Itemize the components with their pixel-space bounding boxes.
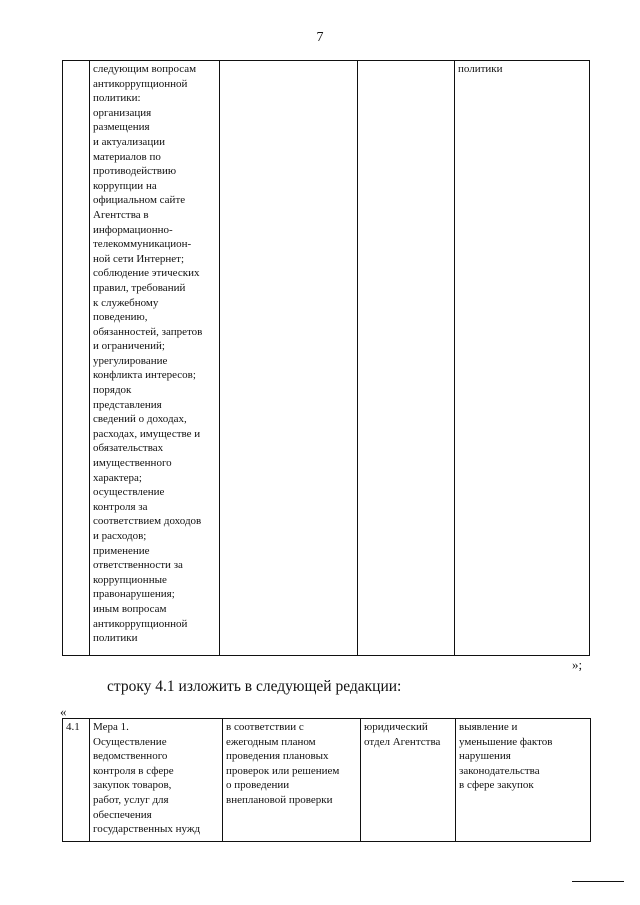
text-line: противодействию <box>93 165 177 178</box>
text-line: иным вопросам <box>93 602 167 615</box>
text-line: коррупции на <box>93 179 157 192</box>
text-line: закупок товаров, <box>93 779 172 792</box>
text-line: отдел Агентства <box>364 735 441 748</box>
text-line: следующим вопросам <box>93 63 197 75</box>
text-line: организация <box>93 106 152 119</box>
text-line: урегулирование <box>93 354 168 367</box>
text-line: расходах, имуществе и <box>93 427 201 440</box>
text-line: Агентства в <box>93 208 149 221</box>
text-line: представления <box>93 398 162 411</box>
text-line: поведению, <box>93 311 148 324</box>
measure-4-1-table <box>62 718 591 842</box>
text-line: осуществление <box>93 486 165 499</box>
text-line: проверок или решением <box>226 764 340 777</box>
text-line: государственных нужд <box>93 823 201 836</box>
text-line: имущественного <box>93 457 172 470</box>
text-line: коррупционные <box>93 573 167 586</box>
text-line: контроля в сфере <box>93 764 174 777</box>
instruction-text: строку 4.1 изложить в следующей редакции: <box>107 678 402 695</box>
text-line: правил, требований <box>93 281 186 294</box>
text-line: проведения плановых <box>226 750 329 763</box>
text-line: сведений о доходах, <box>93 413 187 426</box>
text-line: работ, услуг для <box>93 793 169 806</box>
text-line: политики <box>93 632 138 645</box>
text-line: выявление и <box>459 721 518 733</box>
cell-number: 4.1 <box>63 719 90 842</box>
text-line: порядок <box>93 384 132 397</box>
cell-measure-text <box>90 61 220 656</box>
text-line: антикоррупционной <box>93 617 188 630</box>
table-row <box>63 61 590 656</box>
text-line: к служебному <box>93 296 159 309</box>
text-line: в соответствии с <box>226 721 304 733</box>
text-line: юридический <box>364 721 428 733</box>
page-number: 7 <box>316 30 324 45</box>
text-line: обязанностей, запретов <box>93 325 203 338</box>
opening-quote: « <box>60 704 67 719</box>
text-line: ежегодным планом <box>226 735 316 748</box>
cell-result <box>456 719 591 842</box>
text-line: политики: <box>93 92 141 105</box>
text-line: антикоррупционной <box>93 77 188 90</box>
text-line: соблюдение этических <box>93 267 200 280</box>
cell-executor <box>358 61 455 656</box>
text-line: ответственности за <box>93 559 183 572</box>
text-line: и ограничений; <box>93 340 165 353</box>
cell-measure-text <box>90 719 223 842</box>
closing-quote: »; <box>572 657 583 672</box>
text-line: применение <box>93 544 150 557</box>
text-line: о проведении <box>226 779 290 792</box>
text-line: Мера 1. <box>93 721 129 733</box>
text-line: и расходов; <box>93 530 147 542</box>
text-line: и актуализации <box>93 135 165 148</box>
cell-result: политики <box>455 61 590 656</box>
text-line: соответствием доходов <box>93 515 202 528</box>
text-line: уменьшение фактов <box>459 735 553 748</box>
text-line: характера; <box>93 471 142 484</box>
cell-term <box>223 719 361 842</box>
text-line: правонарушения; <box>93 588 175 601</box>
text-line: обязательствах <box>93 442 164 455</box>
table-row <box>63 719 591 842</box>
text-line: законодательства <box>459 764 540 777</box>
text-line: материалов по <box>93 150 161 163</box>
measures-table-continued <box>62 60 590 656</box>
text-line: нарушения <box>459 750 511 763</box>
text-line: ной сети Интернет; <box>93 252 185 265</box>
text-line: официальном сайте <box>93 194 186 207</box>
text-line: контроля за <box>93 500 148 513</box>
cell-term <box>220 61 358 656</box>
text-line: в сфере закупок <box>459 779 534 792</box>
text-line: конфликта интересов; <box>93 369 196 382</box>
bottom-rule <box>572 881 624 882</box>
cell-executor <box>361 719 456 842</box>
text-line: обеспечения <box>93 808 152 821</box>
text-line: внеплановой проверки <box>226 793 333 806</box>
text-line: Осуществление <box>93 735 167 748</box>
text-line: размещения <box>93 121 150 134</box>
cell-number <box>63 61 90 656</box>
text-line: информационно- <box>93 223 173 236</box>
text-line: ведомственного <box>93 750 168 763</box>
text-line: телекоммуникацион- <box>93 238 192 251</box>
